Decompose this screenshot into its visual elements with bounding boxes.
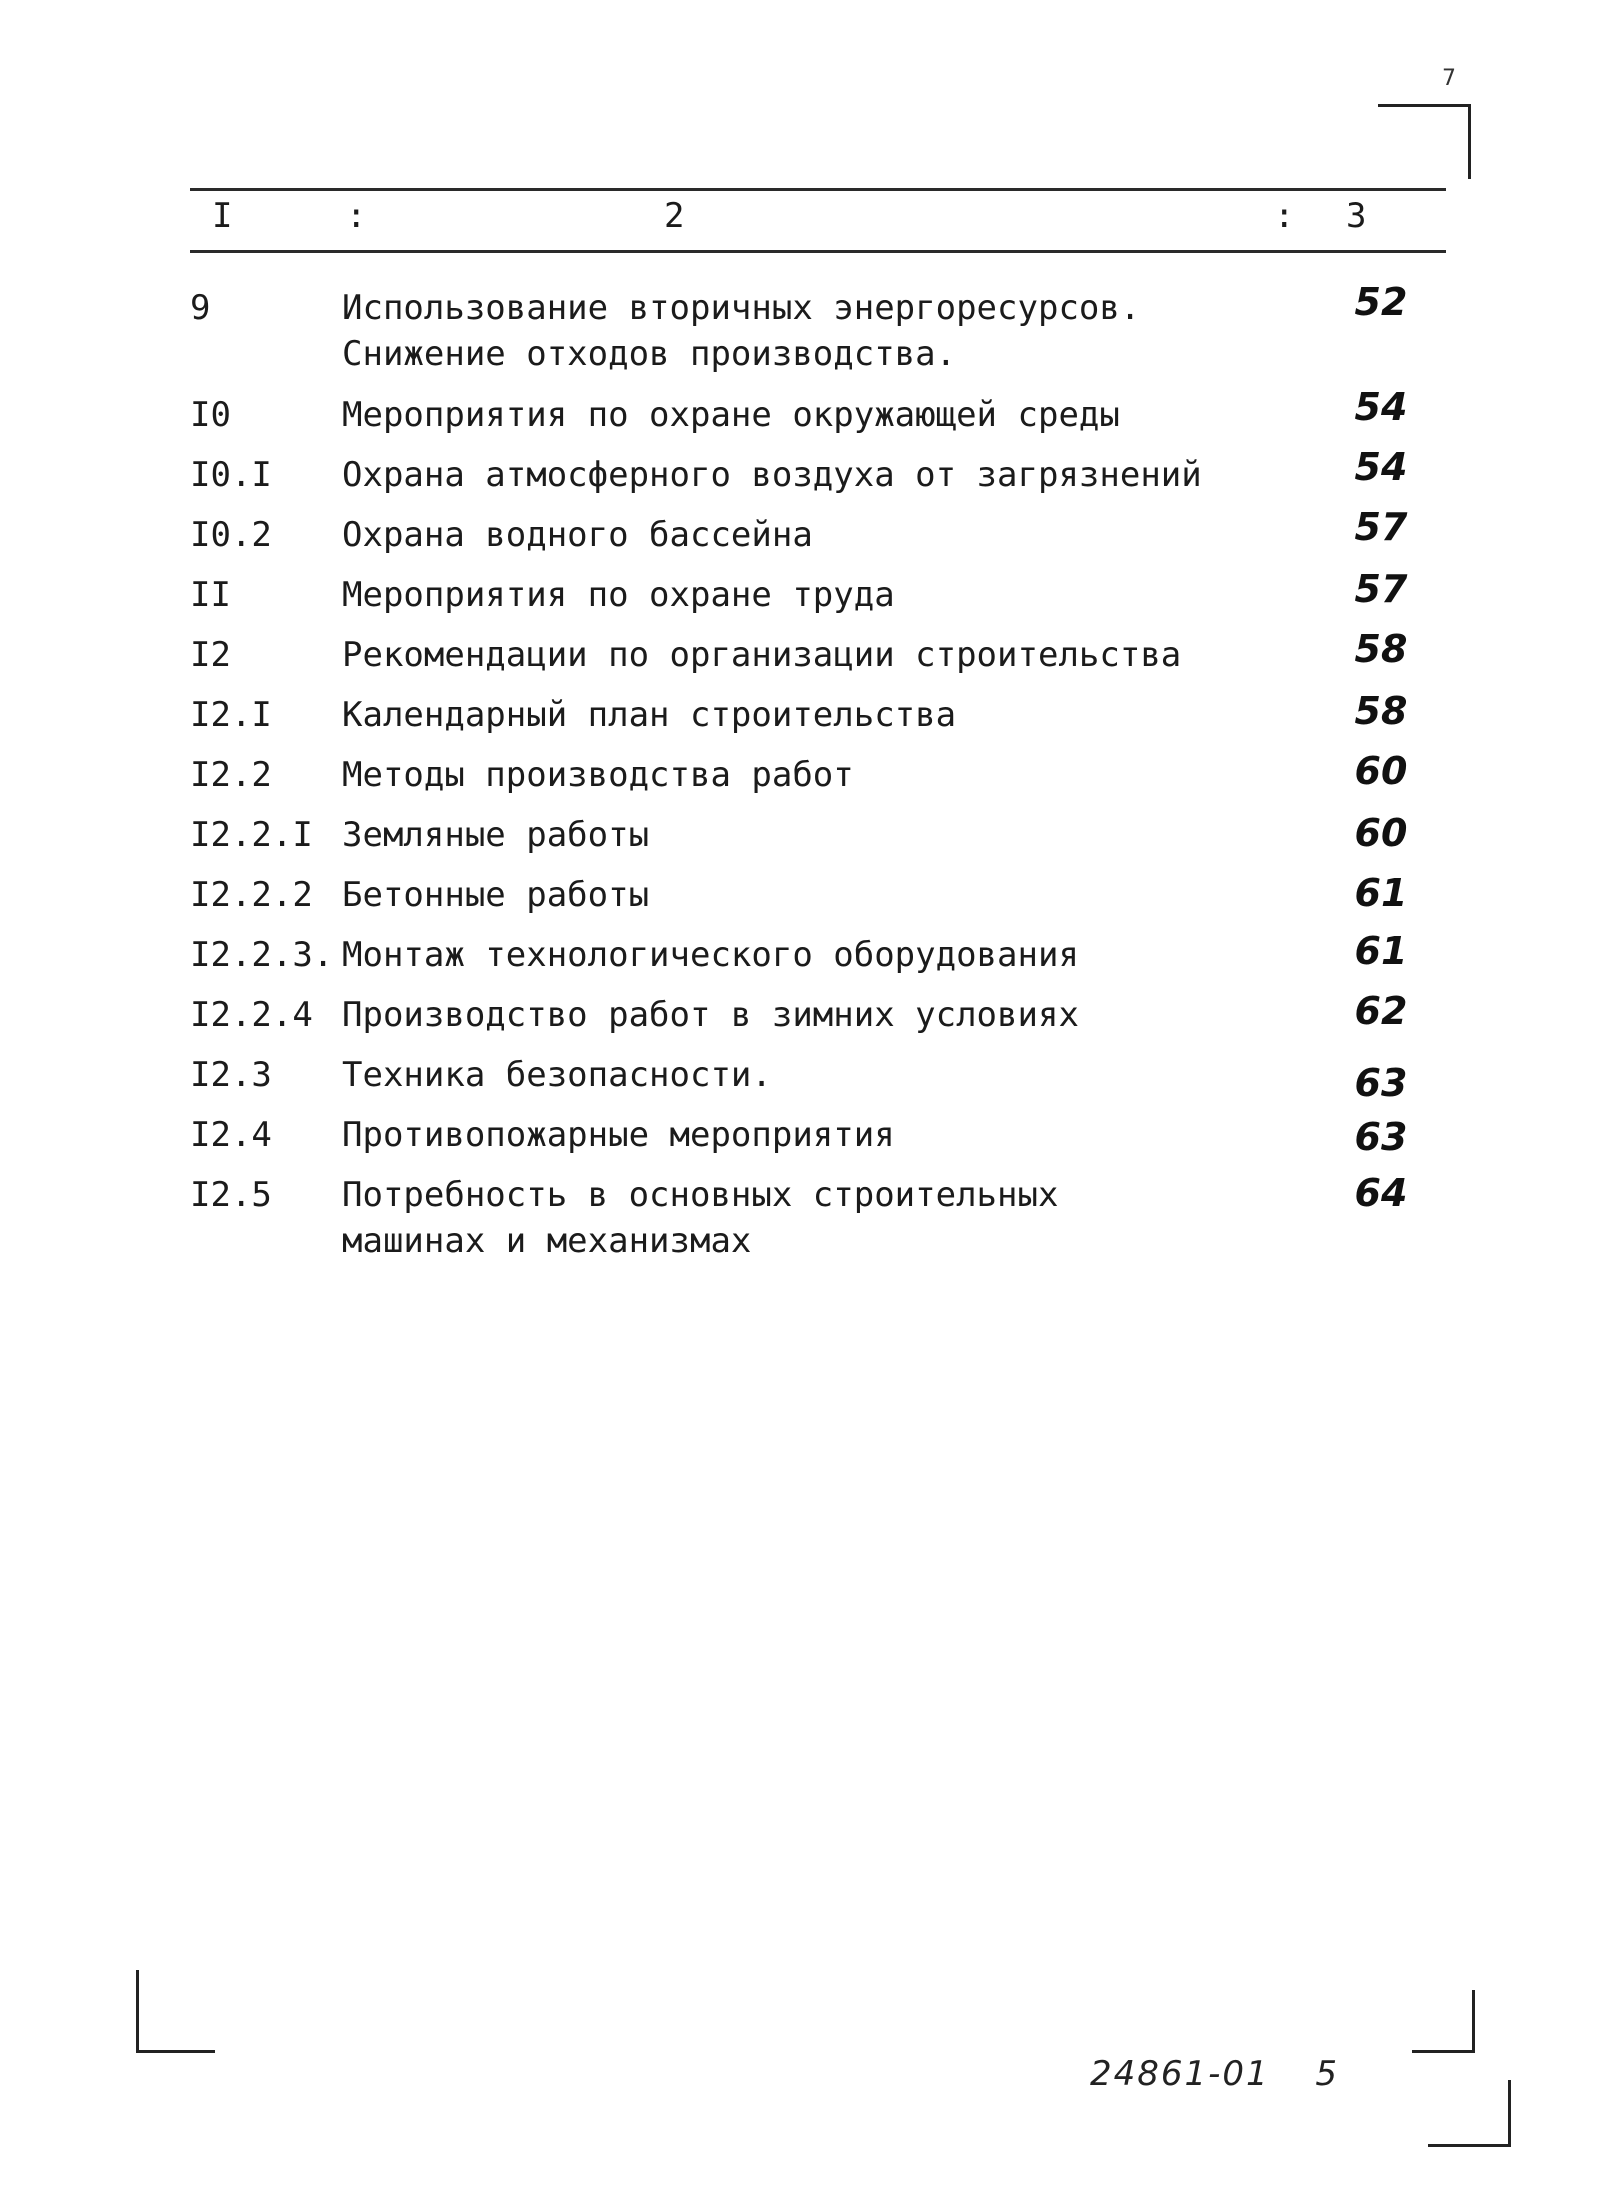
- toc-entry-number: I2.2: [190, 755, 272, 795]
- toc-entry-title: Бетонные работы: [342, 875, 650, 915]
- header-col-1: I: [212, 196, 233, 236]
- toc-entry-page: 54: [1354, 445, 1408, 489]
- toc-entry-number: I2.5: [190, 1175, 272, 1215]
- toc-entry-title: Производство работ в зимних условиях: [342, 995, 1079, 1035]
- toc-entry-number: I0.I: [190, 455, 272, 495]
- corner-bracket-top-right: [1378, 104, 1471, 179]
- toc-entry-number: 9: [190, 288, 211, 328]
- corner-bracket-bottom-right-outer: [1428, 2080, 1511, 2147]
- toc-entry-title: Использование вторичных энергоресурсов. Снижение отходов производства.: [342, 288, 1141, 374]
- toc-entry-page: 60: [1354, 749, 1408, 793]
- toc-entry-number: I2.2.2: [190, 875, 313, 915]
- toc-entry-number: I0.2: [190, 515, 272, 555]
- toc-entry-page: 61: [1354, 929, 1408, 973]
- stamp-code: 24861-01: [1090, 2054, 1270, 2094]
- toc-entry-page: 57: [1354, 567, 1408, 611]
- toc-entry-title: Монтаж технологического оборудования: [342, 935, 1079, 975]
- toc-entry-page: 58: [1354, 627, 1408, 671]
- toc-entry-title: Потребность в основных строительных машинах и механизмах: [342, 1175, 1059, 1261]
- page-mark: 7: [1442, 66, 1456, 91]
- document-stamp: [1090, 2054, 1339, 2094]
- toc-entry-title: Календарный план строительства: [342, 695, 957, 735]
- toc-entry-number: I2.I: [190, 695, 272, 735]
- table-header-bottom-rule: [190, 250, 1446, 253]
- toc-entry-title: Охрана атмосферного воздуха от загрязнений: [342, 455, 1202, 495]
- header-col-2: 2: [664, 196, 685, 236]
- corner-bracket-bottom-right: [1412, 1990, 1475, 2053]
- toc-entry-page: 62: [1354, 989, 1408, 1033]
- toc-entry-number: I2.3: [190, 1055, 272, 1095]
- toc-entry-title: Мероприятия по охране окружающей среды: [342, 395, 1120, 435]
- stamp-sheet-number: 5: [1315, 2054, 1339, 2094]
- toc-entry-page: 52: [1354, 280, 1408, 324]
- header-separator-1: :: [346, 196, 367, 236]
- toc-entry-number: I2.2.4: [190, 995, 313, 1035]
- table-header-top-rule: [190, 188, 1446, 191]
- toc-entry-title: Техника безопасности.: [342, 1055, 772, 1095]
- toc-entry-page: 63: [1354, 1115, 1408, 1159]
- toc-entry-title: Противопожарные мероприятия: [342, 1115, 895, 1155]
- header-col-3: 3: [1346, 196, 1367, 236]
- toc-entry-page: 57: [1354, 505, 1408, 549]
- toc-entry-number: I2.4: [190, 1115, 272, 1155]
- toc-entry-number: I2.2.3.: [190, 935, 334, 975]
- toc-entry-page: 58: [1354, 689, 1408, 733]
- toc-entry-number: II: [190, 575, 231, 615]
- toc-entry-title: Методы производства работ: [342, 755, 854, 795]
- toc-entry-title: Охрана водного бассейна: [342, 515, 813, 555]
- toc-entry-number: I0: [190, 395, 231, 435]
- header-separator-2: :: [1274, 196, 1295, 236]
- toc-entry-page: 64: [1354, 1171, 1408, 1215]
- corner-bracket-bottom-left: [136, 1970, 215, 2053]
- toc-entry-page: 61: [1354, 871, 1408, 915]
- toc-entry-title: Земляные работы: [342, 815, 650, 855]
- toc-entry-title: Рекомендации по организации строительства: [342, 635, 1182, 675]
- toc-entry-page: 60: [1354, 811, 1408, 855]
- toc-entry-title: Мероприятия по охране труда: [342, 575, 895, 615]
- toc-entry-page: 63: [1354, 1061, 1408, 1105]
- toc-entry-number: I2: [190, 635, 231, 675]
- toc-entry-number: I2.2.I: [190, 815, 313, 855]
- toc-entry-page: 54: [1354, 385, 1408, 429]
